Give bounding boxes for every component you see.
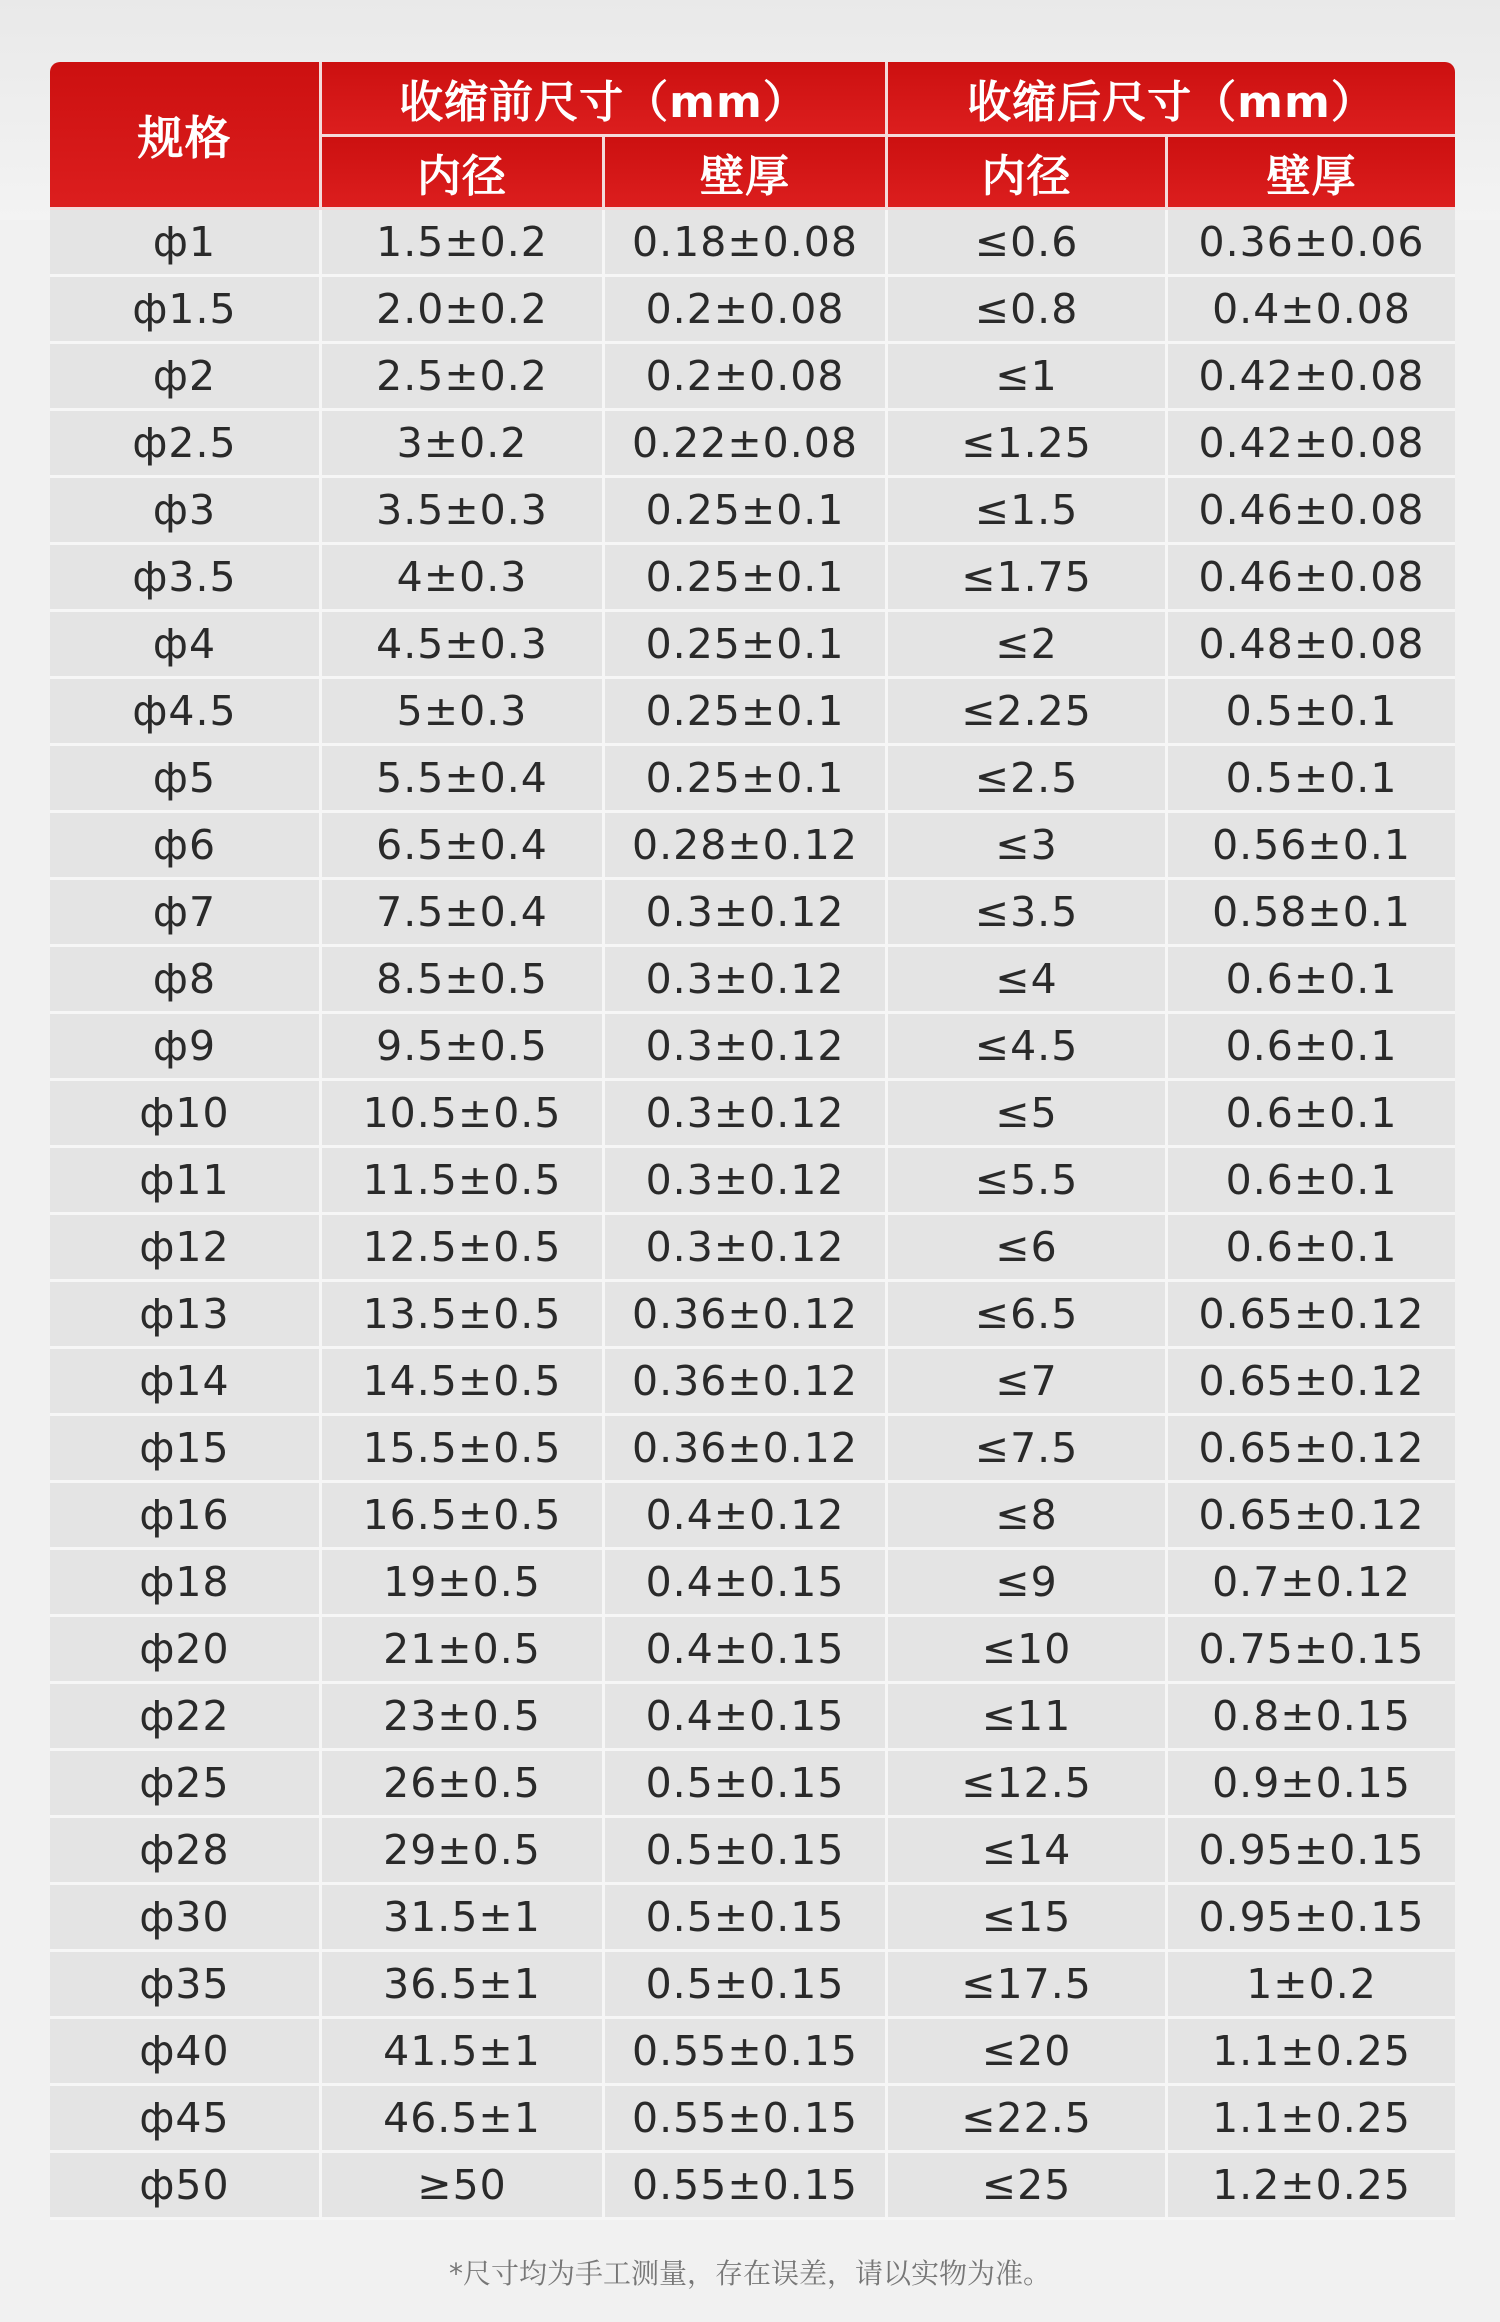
cell-before-wall-thickness: 0.5±0.15 [605, 1952, 888, 2019]
cell-before-wall-thickness: 0.2±0.08 [605, 344, 888, 411]
cell-before-inner-diameter: 1.5±0.2 [322, 210, 605, 277]
table-row [50, 545, 1455, 612]
cell-spec: ф13 [50, 1282, 322, 1349]
cell-after-wall-thickness: 0.65±0.12 [1168, 1483, 1455, 1550]
cell-before-wall-thickness: 0.5±0.15 [605, 1818, 888, 1885]
footnote: *尺寸均为手工测量，存在误差，请以实物为准。 [448, 2257, 1051, 2290]
cell-spec: ф20 [50, 1617, 322, 1684]
cell-after-inner-diameter: ≤5 [888, 1081, 1168, 1148]
table-row [50, 612, 1455, 679]
cell-after-inner-diameter: ≤0.6 [888, 210, 1168, 277]
cell-spec: ф22 [50, 1684, 322, 1751]
table-row [50, 1550, 1455, 1617]
cell-after-inner-diameter: ≤25 [888, 2153, 1168, 2220]
cell-spec: ф35 [50, 1952, 322, 2019]
table-row [50, 1215, 1455, 1282]
cell-after-wall-thickness: 0.42±0.08 [1168, 344, 1455, 411]
cell-spec: ф30 [50, 1885, 322, 1952]
table-header [50, 62, 1455, 210]
cell-spec: ф12 [50, 1215, 322, 1282]
cell-after-inner-diameter: ≤15 [888, 1885, 1168, 1952]
cell-spec: ф1 [50, 210, 322, 277]
cell-before-wall-thickness: 0.25±0.1 [605, 679, 888, 746]
cell-after-inner-diameter: ≤20 [888, 2019, 1168, 2086]
cell-after-wall-thickness: 0.95±0.15 [1168, 1885, 1455, 1952]
cell-before-wall-thickness: 0.3±0.12 [605, 1148, 888, 1215]
cell-spec: ф18 [50, 1550, 322, 1617]
cell-before-inner-diameter: 2.0±0.2 [322, 277, 605, 344]
cell-before-inner-diameter: 15.5±0.5 [322, 1416, 605, 1483]
cell-after-inner-diameter: ≤3.5 [888, 880, 1168, 947]
cell-after-wall-thickness: 0.6±0.1 [1168, 1215, 1455, 1282]
cell-after-wall-thickness: 0.46±0.08 [1168, 478, 1455, 545]
cell-before-wall-thickness: 0.36±0.12 [605, 1349, 888, 1416]
cell-after-wall-thickness: 0.36±0.06 [1168, 210, 1455, 277]
cell-after-inner-diameter: ≤14 [888, 1818, 1168, 1885]
cell-before-wall-thickness: 0.3±0.12 [605, 947, 888, 1014]
cell-before-inner-diameter: 41.5±1 [322, 2019, 605, 2086]
cell-after-inner-diameter: ≤12.5 [888, 1751, 1168, 1818]
cell-after-wall-thickness: 1±0.2 [1168, 1952, 1455, 2019]
cell-before-inner-diameter: 2.5±0.2 [322, 344, 605, 411]
cell-after-inner-diameter: ≤8 [888, 1483, 1168, 1550]
size-table [50, 62, 1455, 2220]
cell-spec: ф2 [50, 344, 322, 411]
table-row [50, 478, 1455, 545]
cell-before-wall-thickness: 0.55±0.15 [605, 2086, 888, 2153]
cell-before-wall-thickness: 0.28±0.12 [605, 813, 888, 880]
table-row [50, 813, 1455, 880]
cell-after-wall-thickness: 0.5±0.1 [1168, 679, 1455, 746]
cell-before-inner-diameter: 7.5±0.4 [322, 880, 605, 947]
table-row [50, 2019, 1455, 2086]
cell-before-inner-diameter: 23±0.5 [322, 1684, 605, 1751]
cell-spec: ф3 [50, 478, 322, 545]
table-row [50, 1684, 1455, 1751]
cell-after-wall-thickness: 0.65±0.12 [1168, 1349, 1455, 1416]
cell-before-wall-thickness: 0.25±0.1 [605, 545, 888, 612]
cell-spec: ф28 [50, 1818, 322, 1885]
cell-after-inner-diameter: ≤2 [888, 612, 1168, 679]
cell-before-inner-diameter: 29±0.5 [322, 1818, 605, 1885]
cell-spec: ф9 [50, 1014, 322, 1081]
header-after-inner-diameter: 内径 [888, 137, 1168, 210]
table-row [50, 344, 1455, 411]
cell-before-inner-diameter: 16.5±0.5 [322, 1483, 605, 1550]
table-row [50, 1617, 1455, 1684]
cell-spec: ф8 [50, 947, 322, 1014]
cell-before-inner-diameter: 6.5±0.4 [322, 813, 605, 880]
cell-before-wall-thickness: 0.4±0.15 [605, 1617, 888, 1684]
cell-before-inner-diameter: 26±0.5 [322, 1751, 605, 1818]
cell-after-wall-thickness: 0.4±0.08 [1168, 277, 1455, 344]
table-row [50, 1818, 1455, 1885]
table-row [50, 947, 1455, 1014]
cell-before-wall-thickness: 0.4±0.15 [605, 1550, 888, 1617]
cell-before-wall-thickness: 0.25±0.1 [605, 746, 888, 813]
cell-after-inner-diameter: ≤2.25 [888, 679, 1168, 746]
cell-after-wall-thickness: 0.65±0.12 [1168, 1416, 1455, 1483]
cell-spec: ф10 [50, 1081, 322, 1148]
table-row [50, 2086, 1455, 2153]
cell-before-inner-diameter: 4±0.3 [322, 545, 605, 612]
cell-before-wall-thickness: 0.4±0.12 [605, 1483, 888, 1550]
cell-after-inner-diameter: ≤6.5 [888, 1282, 1168, 1349]
cell-before-wall-thickness: 0.4±0.15 [605, 1684, 888, 1751]
cell-before-inner-diameter: ≥50 [322, 2153, 605, 2220]
cell-after-inner-diameter: ≤7.5 [888, 1416, 1168, 1483]
cell-after-wall-thickness: 0.6±0.1 [1168, 1014, 1455, 1081]
cell-after-inner-diameter: ≤2.5 [888, 746, 1168, 813]
cell-before-wall-thickness: 0.25±0.1 [605, 612, 888, 679]
header-before-wall-thickness: 壁厚 [605, 137, 888, 210]
header-after-wall-thickness: 壁厚 [1168, 137, 1455, 210]
cell-after-wall-thickness: 1.1±0.25 [1168, 2086, 1455, 2153]
cell-before-wall-thickness: 0.3±0.12 [605, 1081, 888, 1148]
cell-before-inner-diameter: 8.5±0.5 [322, 947, 605, 1014]
cell-before-wall-thickness: 0.55±0.15 [605, 2019, 888, 2086]
header-row-top [50, 62, 1455, 137]
header-spec: 规格 [50, 62, 322, 210]
cell-after-inner-diameter: ≤4.5 [888, 1014, 1168, 1081]
cell-after-wall-thickness: 0.9±0.15 [1168, 1751, 1455, 1818]
table-row [50, 1349, 1455, 1416]
table-row [50, 679, 1455, 746]
cell-before-wall-thickness: 0.5±0.15 [605, 1885, 888, 1952]
table-row [50, 1282, 1455, 1349]
table-row [50, 1885, 1455, 1952]
table-row [50, 1014, 1455, 1081]
cell-before-inner-diameter: 19±0.5 [322, 1550, 605, 1617]
table-row [50, 746, 1455, 813]
cell-before-inner-diameter: 21±0.5 [322, 1617, 605, 1684]
table-row [50, 1416, 1455, 1483]
cell-before-wall-thickness: 0.5±0.15 [605, 1751, 888, 1818]
cell-spec: ф5 [50, 746, 322, 813]
cell-before-inner-diameter: 14.5±0.5 [322, 1349, 605, 1416]
cell-before-inner-diameter: 36.5±1 [322, 1952, 605, 2019]
cell-after-wall-thickness: 0.42±0.08 [1168, 411, 1455, 478]
cell-after-wall-thickness: 0.7±0.12 [1168, 1550, 1455, 1617]
size-table-container [50, 62, 1455, 2220]
cell-spec: ф6 [50, 813, 322, 880]
cell-after-inner-diameter: ≤1 [888, 344, 1168, 411]
cell-after-inner-diameter: ≤10 [888, 1617, 1168, 1684]
cell-before-wall-thickness: 0.22±0.08 [605, 411, 888, 478]
cell-spec: ф45 [50, 2086, 322, 2153]
cell-after-inner-diameter: ≤4 [888, 947, 1168, 1014]
cell-before-wall-thickness: 0.3±0.12 [605, 1014, 888, 1081]
cell-before-inner-diameter: 5.5±0.4 [322, 746, 605, 813]
cell-after-wall-thickness: 0.6±0.1 [1168, 1148, 1455, 1215]
table-row [50, 411, 1455, 478]
cell-before-inner-diameter: 9.5±0.5 [322, 1014, 605, 1081]
cell-after-wall-thickness: 0.8±0.15 [1168, 1684, 1455, 1751]
cell-after-inner-diameter: ≤5.5 [888, 1148, 1168, 1215]
table-row [50, 1751, 1455, 1818]
cell-after-wall-thickness: 0.6±0.1 [1168, 947, 1455, 1014]
cell-after-inner-diameter: ≤9 [888, 1550, 1168, 1617]
cell-before-wall-thickness: 0.3±0.12 [605, 880, 888, 947]
table-body [50, 210, 1455, 2220]
cell-before-wall-thickness: 0.2±0.08 [605, 277, 888, 344]
cell-spec: ф25 [50, 1751, 322, 1818]
cell-before-wall-thickness: 0.25±0.1 [605, 478, 888, 545]
cell-before-wall-thickness: 0.18±0.08 [605, 210, 888, 277]
cell-spec: ф14 [50, 1349, 322, 1416]
cell-before-inner-diameter: 31.5±1 [322, 1885, 605, 1952]
cell-before-wall-thickness: 0.36±0.12 [605, 1282, 888, 1349]
header-before-shrink: 收缩前尺寸（mm） [322, 62, 888, 137]
cell-spec: ф3.5 [50, 545, 322, 612]
cell-before-inner-diameter: 46.5±1 [322, 2086, 605, 2153]
cell-after-inner-diameter: ≤17.5 [888, 1952, 1168, 2019]
cell-after-inner-diameter: ≤1.25 [888, 411, 1168, 478]
header-after-shrink: 收缩后尺寸（mm） [888, 62, 1455, 137]
table-row [50, 1483, 1455, 1550]
cell-after-inner-diameter: ≤6 [888, 1215, 1168, 1282]
cell-before-inner-diameter: 13.5±0.5 [322, 1282, 605, 1349]
cell-spec: ф1.5 [50, 277, 322, 344]
cell-before-inner-diameter: 12.5±0.5 [322, 1215, 605, 1282]
cell-before-inner-diameter: 11.5±0.5 [322, 1148, 605, 1215]
cell-after-wall-thickness: 0.48±0.08 [1168, 612, 1455, 679]
table-row [50, 1081, 1455, 1148]
cell-after-inner-diameter: ≤1.5 [888, 478, 1168, 545]
cell-after-wall-thickness: 1.1±0.25 [1168, 2019, 1455, 2086]
cell-before-inner-diameter: 5±0.3 [322, 679, 605, 746]
cell-after-wall-thickness: 0.6±0.1 [1168, 1081, 1455, 1148]
cell-spec: ф2.5 [50, 411, 322, 478]
header-before-inner-diameter: 内径 [322, 137, 605, 210]
cell-after-wall-thickness: 1.2±0.25 [1168, 2153, 1455, 2220]
cell-spec: ф11 [50, 1148, 322, 1215]
cell-after-wall-thickness: 0.56±0.1 [1168, 813, 1455, 880]
cell-after-wall-thickness: 0.95±0.15 [1168, 1818, 1455, 1885]
cell-before-wall-thickness: 0.55±0.15 [605, 2153, 888, 2220]
cell-after-wall-thickness: 0.58±0.1 [1168, 880, 1455, 947]
cell-before-wall-thickness: 0.3±0.12 [605, 1215, 888, 1282]
cell-after-inner-diameter: ≤1.75 [888, 545, 1168, 612]
table-row [50, 277, 1455, 344]
table-row [50, 880, 1455, 947]
cell-spec: ф7 [50, 880, 322, 947]
cell-spec: ф50 [50, 2153, 322, 2220]
cell-after-inner-diameter: ≤22.5 [888, 2086, 1168, 2153]
cell-spec: ф16 [50, 1483, 322, 1550]
cell-spec: ф15 [50, 1416, 322, 1483]
cell-after-inner-diameter: ≤3 [888, 813, 1168, 880]
cell-before-wall-thickness: 0.36±0.12 [605, 1416, 888, 1483]
cell-after-wall-thickness: 0.5±0.1 [1168, 746, 1455, 813]
cell-spec: ф4 [50, 612, 322, 679]
cell-before-inner-diameter: 3±0.2 [322, 411, 605, 478]
cell-spec: ф40 [50, 2019, 322, 2086]
cell-before-inner-diameter: 3.5±0.3 [322, 478, 605, 545]
cell-after-inner-diameter: ≤11 [888, 1684, 1168, 1751]
cell-after-wall-thickness: 0.75±0.15 [1168, 1617, 1455, 1684]
cell-before-inner-diameter: 10.5±0.5 [322, 1081, 605, 1148]
cell-after-wall-thickness: 0.46±0.08 [1168, 545, 1455, 612]
cell-before-inner-diameter: 4.5±0.3 [322, 612, 605, 679]
cell-after-wall-thickness: 0.65±0.12 [1168, 1282, 1455, 1349]
cell-after-inner-diameter: ≤0.8 [888, 277, 1168, 344]
table-row [50, 1148, 1455, 1215]
cell-after-inner-diameter: ≤7 [888, 1349, 1168, 1416]
table-row [50, 1952, 1455, 2019]
cell-spec: ф4.5 [50, 679, 322, 746]
table-row [50, 210, 1455, 277]
table-row [50, 2153, 1455, 2220]
